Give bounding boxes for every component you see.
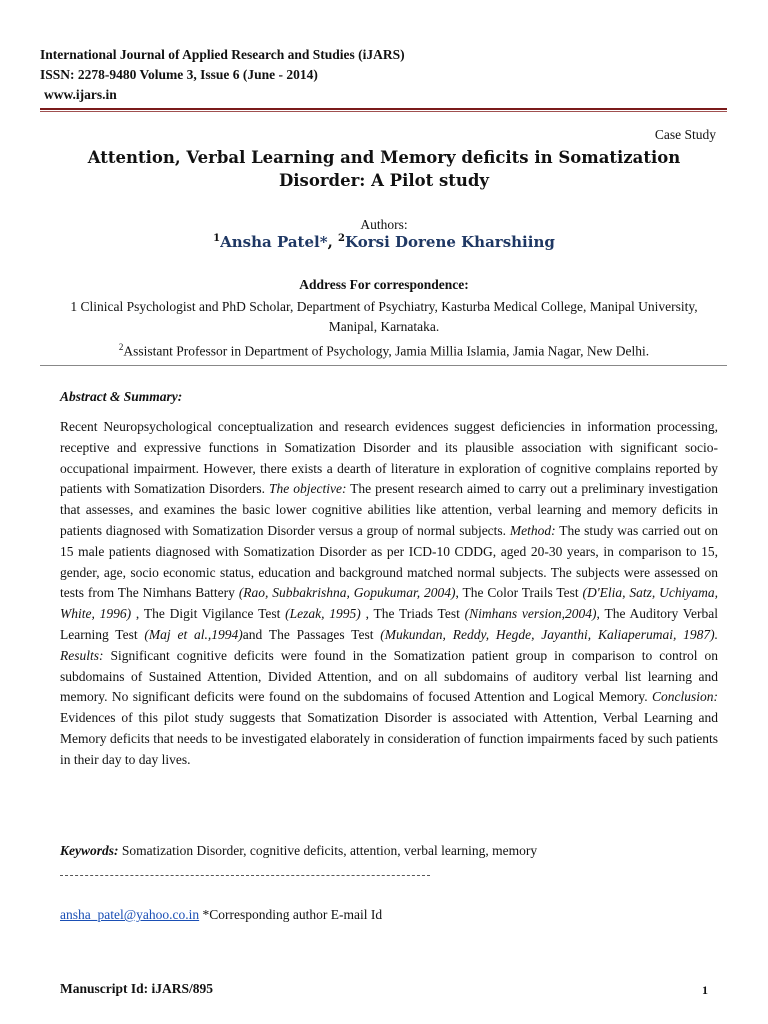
address-2-text: Assistant Professor in Department of Psychology, Jamia Millia Islamia, Jamia Nagar, New Delhi.	[123, 343, 650, 359]
author-list	[0, 233, 768, 251]
manuscript-id: Manuscript Id: iJARS/895	[60, 981, 214, 996]
journal-name: International Journal of Applied Research and Studies (iJARS)	[40, 47, 405, 62]
author-separator: ,	[327, 233, 333, 251]
author1-name: Ansha Patel*	[220, 233, 328, 251]
author-email-link[interactable]: ansha_patel@yahoo.co.in	[60, 907, 200, 922]
address-line-2	[60, 337, 708, 362]
citation-3: (Lezak, 1995)	[285, 606, 361, 622]
abstract-objective: The present research aimed to carry out a preliminary investigation that assesses, and examines the basic lower cognitive abilities like attention, verbal learning and memory deficits in patients diagnosed with Somatization Disorder versus a group of normal subjects.	[60, 481, 719, 538]
page-number: 1	[702, 983, 708, 997]
citation-5: (Maj et al.,1994)	[144, 626, 243, 642]
footnote	[60, 907, 382, 923]
objective-label: The objective:	[269, 481, 347, 497]
journal-header	[40, 45, 405, 105]
address-line-1: 1 Clinical Psychologist and PhD Scholar, Department of Psychiatry, Kasturba Medical College, Manipal University, Manipal, Karnataka.	[70, 299, 698, 334]
footnote-separator	[60, 875, 430, 876]
citation-1: (Rao, Subbakrishna, Gopukumar, 2004)	[238, 585, 456, 601]
abstract-results: Significant cognitive deficits were found in the Somatization patient group in comparison to control on subdomains of Sustained Attention, Divided Attention, and on all subdomains of auditory verbal list learning and memory. No significant deficits were found on the subdomains of focused Attention and Logical Memory.	[60, 647, 719, 705]
abstract-conclusion: Evidences of this pilot study suggests that Somatization Disorder is associated with Attention, Verbal Learning and Memory deficits that needs to be investigated elaborately in consideration of function impairments faced by such patients in their day to day lives.	[60, 710, 718, 767]
author2-name: Korsi Dorene Kharshiing	[345, 233, 555, 251]
abstract-test-5: , The Auditory Verbal Learning Test	[60, 606, 718, 642]
abstract-test-2: , The Color Trails Test	[455, 585, 579, 601]
author2-superscript: 2	[338, 233, 346, 244]
issn-line: ISSN: 2278-9480 Volume 3, Issue 6 (June - 2014)	[40, 67, 318, 82]
article-type: Case Study	[654, 127, 716, 142]
keywords-text: Somatization Disorder, cognitive deficits, attention, verbal learning, memory	[121, 843, 538, 858]
keywords-line	[60, 843, 537, 859]
citation-2: (D'Elia, Satz, Uchiyama, White, 1996)	[60, 585, 719, 622]
abstract-label: Abstract & Summary:	[60, 389, 183, 404]
method-label: Method:	[509, 522, 556, 538]
abstract-body	[60, 417, 718, 771]
abstract-test-3: , The Digit Vigilance Test	[135, 606, 281, 622]
citation-4: (Nimhans version,2004)	[464, 606, 597, 622]
address-block	[60, 297, 708, 362]
citation-6: (Mukundan, Reddy, Hegde, Jayanthi, Kaliaperumai, 1987).	[380, 626, 719, 642]
abstract-test-4: , The Triads Test	[365, 606, 460, 622]
address-2-superscript: 2	[118, 342, 124, 352]
conclusion-label: Conclusion:	[652, 689, 719, 705]
authors-label: Authors:	[360, 217, 408, 232]
footnote-text: *Corresponding author E-mail Id	[202, 907, 383, 922]
abstract-intro: Recent Neuropsychological conceptualization and research evidences suggest deficiencies in information processing, receptive and expressive functions in Somatization Disorder and its plausible association with significant socio-occupational impairment. However, there exists a dearth of literature in exploration of cognitive complains reported by patients with Somatization Disorders.	[60, 419, 718, 497]
abstract-method: The study was carried out on 15 male patients diagnosed with Somatization Disorder as per ICD-10 CDDG, aged 20-30 years, in comparison to 15, gender, age, socio economic status, education and background matched normal subjects. The subjects were assessed on tests from The Nimhans Battery	[60, 522, 718, 601]
header-rule	[40, 108, 727, 110]
journal-website[interactable]: www.ijars.in	[44, 87, 117, 102]
keywords-label: Keywords:	[60, 843, 119, 858]
section-divider	[40, 365, 727, 366]
address-label: Address For correspondence:	[299, 277, 469, 292]
header-rule-thin	[40, 111, 727, 112]
results-label: Results:	[60, 647, 104, 663]
article-title: Attention, Verbal Learning and Memory deficits in Somatization Disorder: A Pilot study	[87, 148, 681, 190]
abstract-test-6: and The Passages Test	[242, 626, 374, 642]
author1-superscript: 1	[213, 233, 221, 244]
